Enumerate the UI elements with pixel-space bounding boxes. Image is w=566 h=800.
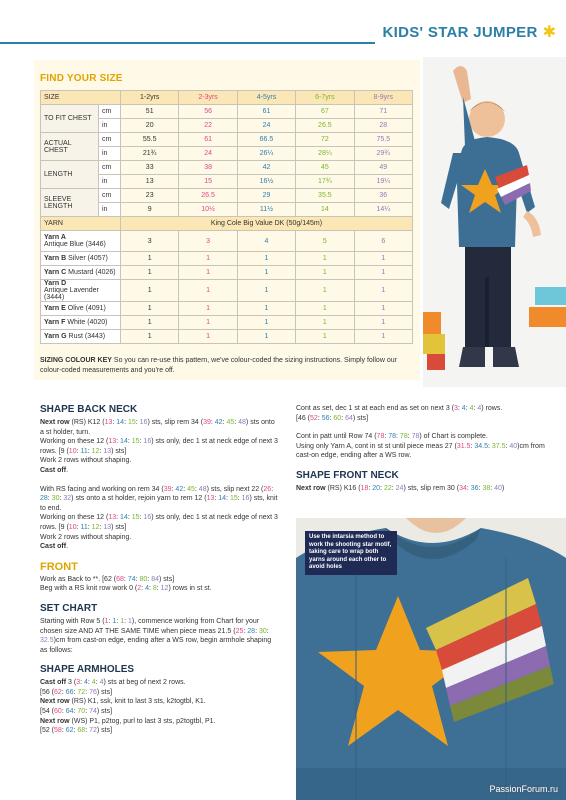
title-box [375, 18, 566, 46]
value-cell: 1 [121, 316, 179, 330]
sizing-colour-key [40, 356, 420, 376]
yarn-label [41, 280, 121, 302]
paragraph: Cont as set, dec 1 st at each end as set on next 3 (3: 4: 4: 4) rows. [46 (52: 56: 60: 64) sts] [296, 405, 503, 422]
value-cell: 6 [354, 231, 412, 252]
value-cell: 1 [354, 280, 412, 302]
yarn-code: Yarn B [44, 255, 67, 262]
yarn-colour: Silver (4057) [68, 255, 108, 262]
header-rule [0, 42, 380, 44]
value-cell: 67 [296, 105, 354, 119]
yarn-label [41, 231, 121, 252]
value-cell: 1 [121, 330, 179, 344]
paragraph: Starting with Row 5 (1: 1: 1: 1), commence working from Chart for your chosen size AND AT THE SAME TIME when piece meas 21.5 (25: 28: 30: 32.5)cm from cast-on edge, ending after a WS row, begin armhole shaping as follows: [40, 617, 272, 654]
value-cell: 1 [179, 266, 237, 280]
value-cell: 75.5 [354, 133, 412, 147]
yarn-colour: Mustard (4026) [68, 269, 116, 276]
value-cell: 23 [121, 189, 179, 203]
value-cell: 11½ [237, 203, 295, 217]
value-cell: 3 [179, 231, 237, 252]
key-body: So you can re-use this pattern, we've colour-coded the sizing instructions. Simply follow our colour-coded measurements and you're off. [40, 357, 397, 374]
value-cell: 38 [179, 161, 237, 175]
yarn-colour: Rust (3443) [68, 333, 106, 340]
value-cell: 4 [237, 231, 295, 252]
yarn-label [41, 330, 121, 344]
heading-set-chart: SET CHART [40, 602, 98, 614]
value-cell: 14 [296, 203, 354, 217]
value-cell: 1 [296, 252, 354, 266]
value-cell: 56 [179, 105, 237, 119]
value-cell: 1 [237, 280, 295, 302]
value-cell: 51 [121, 105, 179, 119]
value-cell: 28¼ [296, 147, 354, 161]
value-cell: 36 [354, 189, 412, 203]
size-col-4: 6-7yrs [296, 91, 354, 105]
value-cell: 1 [237, 302, 295, 316]
value-cell: 33 [121, 161, 179, 175]
paragraph: Next row (RS) K16 (18: 20: 22: 24) sts, slip rem 30 (34: 36: 38: 40) [296, 484, 505, 492]
value-cell: 1 [296, 330, 354, 344]
yarn-label [41, 302, 121, 316]
heading-shape-front-neck: SHAPE FRONT NECK [296, 469, 399, 481]
value-cell: 10½ [179, 203, 237, 217]
paragraph: Work as Back to **. [62 (68: 74: 80: 84) sts] Beg with a RS knit row work 0 (2: 4: 8: 12) rows in st st. [40, 575, 212, 593]
measure-label: TO FIT CHEST [41, 105, 99, 133]
table-row [41, 189, 413, 203]
value-cell: 28 [354, 119, 412, 133]
value-cell: 1 [121, 252, 179, 266]
value-cell: 1 [179, 316, 237, 330]
value-cell: 1 [354, 316, 412, 330]
yarn-label [41, 316, 121, 330]
paragraph: Cast off 3 (3: 4: 4: 4) sts at beg of next 2 rows. [56 (62: 66: 72: 76) sts] Next row (RS) K1, ssk, knit to last 3 sts, k2togtbl, K1. [54 (60: 64: 70: 74) sts] Next row (WS) P1, p2tog, purl to last 3 sts, p2togtbl, P1. [52 (58: 62: 68: 72) sts] [40, 679, 216, 735]
table-row [41, 266, 413, 280]
table-row [41, 105, 413, 119]
value-cell: 29 [237, 189, 295, 203]
unit-cell: cm [99, 189, 121, 203]
value-cell: 1 [179, 280, 237, 302]
table-row [41, 231, 413, 252]
intarsia-callout: Use the intarsia method to work the shooting star motif, taking care to wrap both yarns around each other to avoid holes [305, 531, 397, 575]
page-title: KIDS' STAR JUMPER [382, 23, 538, 41]
value-cell: 9 [121, 203, 179, 217]
value-cell: 1 [296, 280, 354, 302]
value-cell: 24 [237, 119, 295, 133]
value-cell: 1 [354, 302, 412, 316]
yarn-header-row [41, 217, 413, 231]
value-cell: 1 [354, 266, 412, 280]
child-illustration [423, 57, 566, 387]
table-row [41, 316, 413, 330]
watermark: PassionForum.ru [489, 784, 558, 794]
value-cell: 15 [179, 175, 237, 189]
value-cell: 72 [296, 133, 354, 147]
yarn-code: Yarn F [44, 319, 66, 326]
paragraph: With RS facing and working on rem 34 (39: 42: 45: 48) sts, slip next 22 (26: 28: 30: 32) sts onto a st holder, rejoin yarn to rem 12 (13: 14: 15: 16) sts, knit to end. Working on these 12 (13: 14: 15: 16) sts only, dec 1 st at neck edge of next 3 rows. [9 (10: 11: 12: 13) sts] Work 2 rows without shaping. Cast off. [40, 485, 278, 551]
value-cell: 1 [179, 302, 237, 316]
size-col-5: 8-9yrs [354, 91, 412, 105]
value-cell: 1 [354, 330, 412, 344]
value-cell: 22 [179, 119, 237, 133]
value-cell: 61 [237, 105, 295, 119]
value-cell: 1 [296, 302, 354, 316]
value-cell: 35.5 [296, 189, 354, 203]
unit-cell: in [99, 147, 121, 161]
yarn-colour: Antique Blue (3446) [44, 241, 106, 248]
instructions-left-column [40, 404, 280, 745]
yarn-colour: White (4020) [67, 319, 108, 326]
table-row [41, 302, 413, 316]
value-cell: 16½ [237, 175, 295, 189]
unit-cell: in [99, 175, 121, 189]
yarn-code: Yarn D [44, 280, 67, 287]
yarn-code: Yarn C [44, 269, 67, 276]
value-cell: 45 [296, 161, 354, 175]
table-row [41, 161, 413, 175]
value-cell: 71 [354, 105, 412, 119]
measure-label: SLEEVE LENGTH [41, 189, 99, 217]
value-cell: 19¼ [354, 175, 412, 189]
value-cell: 1 [179, 252, 237, 266]
yarn-name: King Cole Big Value DK (50g/145m) [121, 217, 413, 231]
value-cell: 1 [179, 330, 237, 344]
size-col-2: 2-3yrs [179, 91, 237, 105]
value-cell: 66.5 [237, 133, 295, 147]
value-cell: 1 [121, 280, 179, 302]
table-row [41, 133, 413, 147]
value-cell: 26¼ [237, 147, 295, 161]
value-cell: 5 [296, 231, 354, 252]
yarn-colour: Olive (4091) [67, 305, 106, 312]
value-cell: 1 [237, 316, 295, 330]
value-cell: 17¾ [296, 175, 354, 189]
heading-shape-back-neck: SHAPE BACK NECK [40, 404, 138, 415]
value-cell: 26.5 [179, 189, 237, 203]
value-cell: 42 [237, 161, 295, 175]
value-cell: 1 [121, 266, 179, 280]
measure-label: LENGTH [41, 161, 99, 189]
value-cell: 24 [179, 147, 237, 161]
value-cell: 29¾ [354, 147, 412, 161]
value-cell: 49 [354, 161, 412, 175]
value-cell: 1 [354, 252, 412, 266]
unit-cell: cm [99, 133, 121, 147]
value-cell: 55.5 [121, 133, 179, 147]
yarn-code: Yarn G [44, 333, 67, 340]
unit-cell: in [99, 203, 121, 217]
unit-cell: in [99, 119, 121, 133]
value-cell: 13 [121, 175, 179, 189]
yarn-code: Yarn A [44, 234, 66, 241]
size-header-label: SIZE [41, 91, 121, 105]
size-header-row [41, 91, 413, 105]
photo-child-jumper [423, 57, 566, 387]
value-cell: 21¾ [121, 147, 179, 161]
value-cell: 1 [296, 316, 354, 330]
heading-shape-armholes: SHAPE ARMHOLES [40, 664, 135, 676]
value-cell: 1 [237, 266, 295, 280]
find-size-title: FIND YOUR SIZE [40, 73, 123, 84]
table-row [41, 330, 413, 344]
value-cell: 1 [237, 330, 295, 344]
instructions-right-column [296, 404, 546, 503]
unit-cell: cm [99, 105, 121, 119]
value-cell: 20 [121, 119, 179, 133]
value-cell: 1 [237, 252, 295, 266]
yarn-header-label: YARN [41, 217, 121, 231]
value-cell: 14¼ [354, 203, 412, 217]
size-col-1: 1-2yrs [121, 91, 179, 105]
value-cell: 1 [296, 266, 354, 280]
yarn-label [41, 266, 121, 280]
value-cell: 61 [179, 133, 237, 147]
unit-cell: cm [99, 161, 121, 175]
star-icon: ✱ [542, 24, 556, 41]
value-cell: 1 [121, 302, 179, 316]
value-cell: 3 [121, 231, 179, 252]
table-row [41, 280, 413, 302]
key-title: SIZING COLOUR KEY [40, 357, 112, 364]
yarn-code: Yarn E [44, 305, 66, 312]
yarn-label [41, 252, 121, 266]
measure-label: ACTUAL CHEST [41, 133, 99, 161]
value-cell: 26.5 [296, 119, 354, 133]
paragraph: Next row (RS) K12 (13: 14: 15: 16) sts, slip rem 34 (39: 42: 45: 48) sts onto a st holder, turn. Working on these 12 (13: 14: 15: 16) sts only, dec 1 st at neck edge of next 3 rows. [9 (10: 11: 12: 13) sts] Work 2 rows without shaping. Cast off. [40, 419, 278, 474]
table-row [41, 252, 413, 266]
yarn-colour: Antique Lavender (3444) [44, 287, 99, 301]
paragraph: Cont in patt until Row 74 (78: 78: 78: 78) of Chart is complete. Using only Yarn A, cont in st st until piece meas 27 (31.5: 34.5: 37.5: 40)cm from cast-on edge, ending after a WS row. [296, 433, 545, 460]
heading-front: FRONT [40, 560, 78, 573]
size-table [40, 90, 413, 344]
size-col-3: 4-5yrs [237, 91, 295, 105]
